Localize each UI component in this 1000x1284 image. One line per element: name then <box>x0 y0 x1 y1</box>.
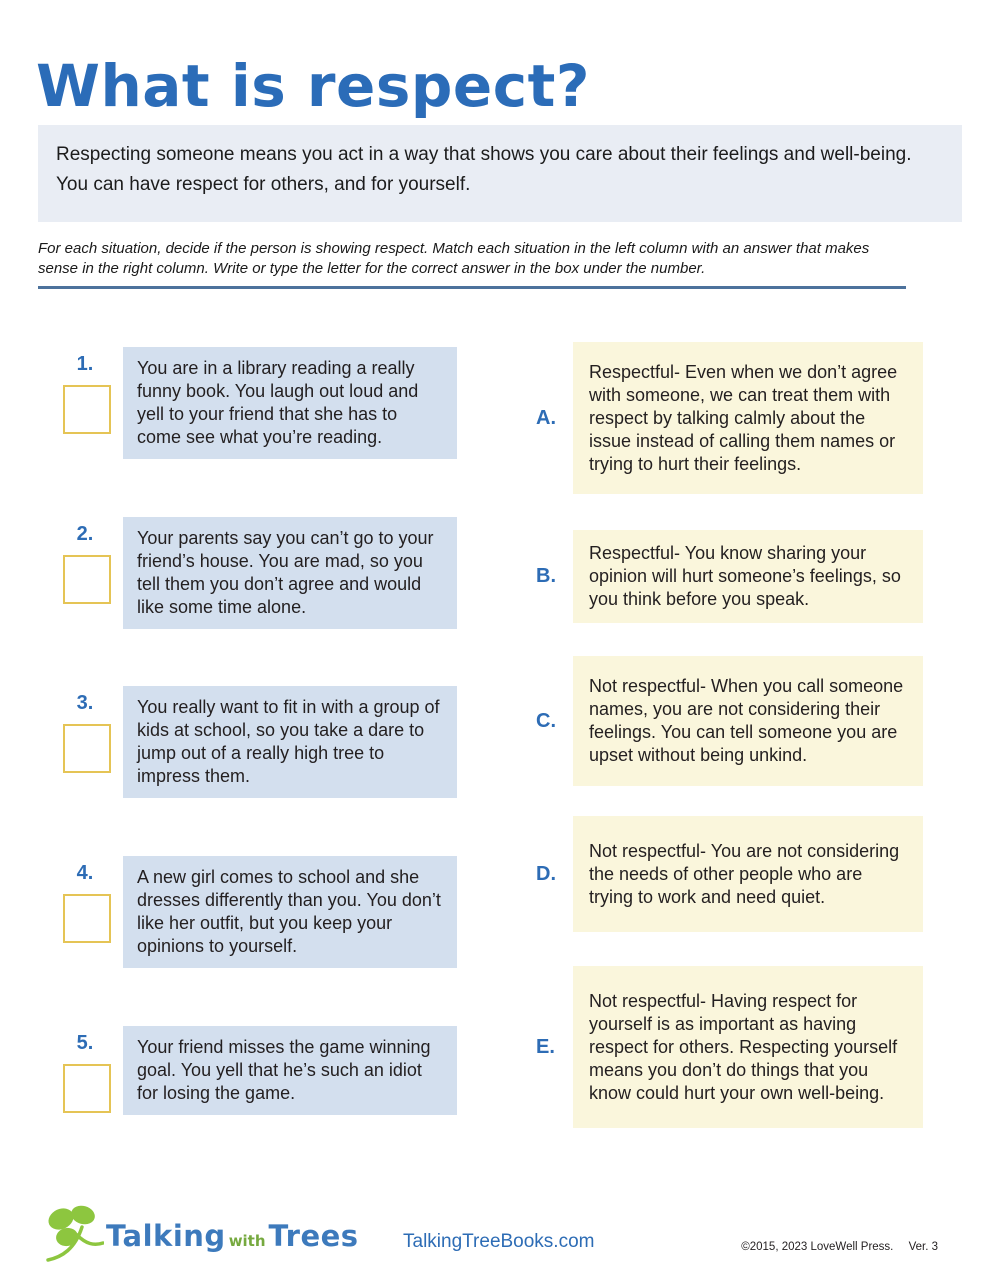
answer-input-box-3[interactable] <box>63 724 111 773</box>
answer-text-a: Respectful- Even when we don’t agree with someone, we can treat them with respect by talking calmly about the issue instead of calling them names or trying to hurt their feelings. <box>573 342 923 494</box>
clover-tree-icon <box>42 1204 104 1267</box>
logo-word-talking: Talking <box>106 1218 226 1253</box>
answer-text-c: Not respectful- When you call someone names, you are not considering their feelings. You can tell someone you are upset without being unkind. <box>573 656 923 786</box>
situation-row-4 <box>60 856 457 968</box>
answer-row-c <box>522 656 923 786</box>
page-title: What is respect? <box>36 52 590 120</box>
situation-text-4: A new girl comes to school and she dresses differently than you. You don’t like her outfit, but you keep your opinions to yourself. <box>123 856 457 968</box>
talking-with-trees-logo <box>42 1204 359 1267</box>
situation-row-2 <box>60 517 457 629</box>
answer-input-box-5[interactable] <box>63 1064 111 1113</box>
situation-number: 2. <box>76 523 94 545</box>
situation-row-5 <box>60 1026 457 1115</box>
copyright-notice <box>741 1241 938 1253</box>
logo-word-with: with <box>228 1231 266 1250</box>
logo-text <box>106 1219 359 1253</box>
situation-number-column <box>60 1026 123 1115</box>
situation-number: 5. <box>76 1032 94 1054</box>
situation-row-3 <box>60 686 457 798</box>
situation-number: 3. <box>76 692 94 714</box>
answer-input-box-1[interactable] <box>63 385 111 434</box>
instructions-text: For each situation, decide if the person is showing respect. Match each situation in the left column with an answer that makes sense in the right column. Write or type the letter for the correct answer in the box under the number. <box>38 240 870 277</box>
answer-letter-e: E. <box>536 1035 555 1058</box>
situation-text-2: Your parents say you can’t go to your friend’s house. You are mad, so you tell them you don’t agree and would like some time alone. <box>123 517 457 629</box>
answer-text-d: Not respectful- You are not considering the needs of other people who are trying to work and need quiet. <box>573 816 923 932</box>
situation-number-column <box>60 347 123 459</box>
situation-number-column <box>60 856 123 968</box>
answer-row-a <box>522 342 923 494</box>
intro-line-2: You can have respect for others, and for yourself. <box>56 174 471 195</box>
situation-text-5: Your friend misses the game winning goal. You yell that he’s such an idiot for losing the game. <box>123 1026 457 1115</box>
intro-band <box>38 125 962 222</box>
answer-row-d <box>522 816 923 932</box>
answer-letter-c: C. <box>536 709 556 732</box>
situation-text-3: You really want to fit in with a group of kids at school, so you take a dare to jump out of a really high tree to impress them. <box>123 686 457 798</box>
answer-letter-b: B. <box>536 565 556 587</box>
situation-number-column <box>60 517 123 629</box>
answer-letter-d: D. <box>536 862 556 885</box>
logo-word-trees: Trees <box>268 1218 359 1253</box>
copyright-text: ©2015, 2023 LoveWell Press. <box>741 1241 894 1253</box>
section-divider <box>38 286 906 289</box>
answer-row-b <box>522 530 923 623</box>
situation-row-1 <box>60 347 457 459</box>
situation-number-column <box>60 686 123 798</box>
answer-input-box-4[interactable] <box>63 894 111 943</box>
situation-text-1: You are in a library reading a really funny book. You laugh out loud and yell to your friend that she has to come see what you’re reading. <box>123 347 457 459</box>
situation-number: 4. <box>76 862 94 884</box>
answer-text-e: Not respectful- Having respect for yourself is as important as having respect for others. Respecting yourself means you don’t do things that you know could hurt your own well-being. <box>573 966 923 1128</box>
answer-letter-a: A. <box>536 406 556 429</box>
answer-row-e <box>522 966 923 1128</box>
situation-number: 1. <box>76 353 94 375</box>
answer-text-b: Respectful- You know sharing your opinion will hurt someone’s feelings, so you think before you speak. <box>573 530 923 623</box>
website-link[interactable]: TalkingTreeBooks.com <box>403 1231 595 1252</box>
answer-input-box-2[interactable] <box>63 555 111 604</box>
version-text: Ver. 3 <box>908 1241 938 1253</box>
intro-line-1: Respecting someone means you act in a way that shows you care about their feelings and well-being. <box>56 144 912 165</box>
